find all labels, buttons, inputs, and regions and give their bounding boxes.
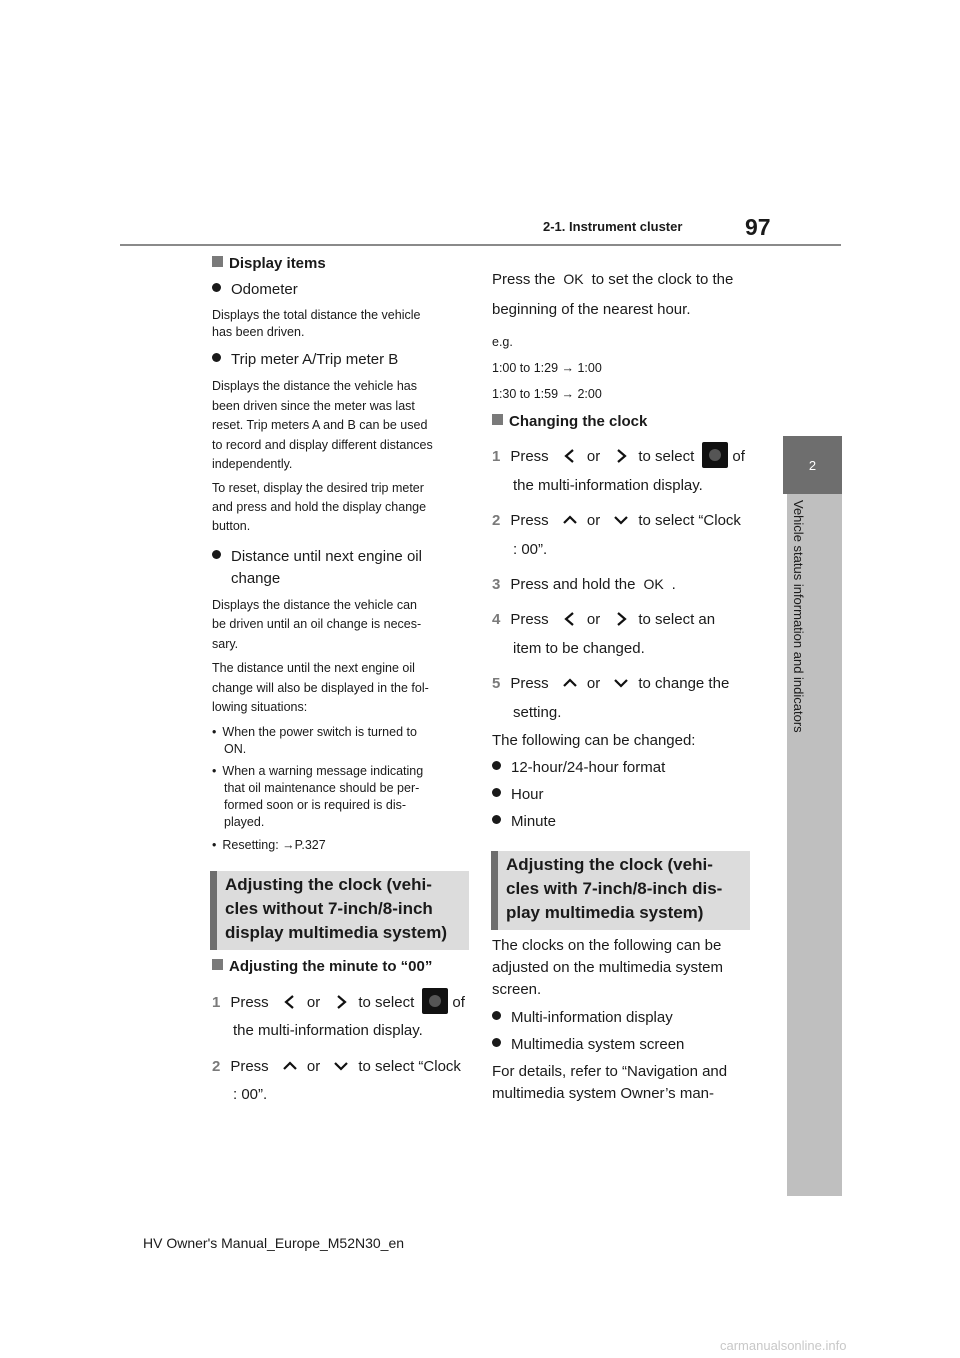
- section-box-with-multimedia: Adjusting the clock (vehi- cles with 7-inch/8-inch dis- play multimedia system): [491, 851, 750, 930]
- display-items-heading: Display items: [212, 255, 474, 272]
- changing-heading: Changing the clock: [492, 413, 772, 430]
- settings-gear-icon: [422, 988, 448, 1014]
- step-2: 2 Press or to select “Clock : 00”.: [212, 1058, 461, 1103]
- list-item: Multi-information display: [492, 1004, 762, 1031]
- up-arrow-icon: [563, 513, 577, 527]
- section-title: 2-1. Instrument cluster: [543, 219, 683, 234]
- step-4: 4 Press or to select an item to be changed.: [492, 611, 716, 657]
- bullet-icon: [492, 1038, 501, 1047]
- changeable-intro: The following can be changed:: [492, 732, 696, 749]
- bullet-icon: [492, 788, 501, 797]
- header-divider: [120, 244, 841, 246]
- step-1: 1 Press or to select of the multi-information display.: [492, 442, 772, 500]
- right-arrow-icon: [614, 449, 628, 463]
- left-column: [212, 255, 474, 854]
- bullet-icon: [492, 815, 501, 824]
- right-arrow-icon: [614, 612, 628, 626]
- example-block: e.g. 1:00 to 1:29 → 1:00 1:30 to 1:59 → 2:00: [492, 335, 602, 401]
- list-item: Minute: [492, 808, 772, 835]
- step-2: 2 Press or to select “Clock : 00”.: [492, 512, 741, 558]
- left-column-lower: [212, 958, 474, 1109]
- situation-list: [212, 724, 474, 854]
- bullet-icon: [212, 353, 221, 362]
- bullet-icon: [212, 550, 221, 559]
- trip-description: Displays the distance the vehicle has been driven since the meter was last reset. Trip meters A and B can be used to record and display different distances independently.: [212, 379, 433, 471]
- right-arrow-icon: [334, 995, 348, 1009]
- square-bullet-icon: [492, 414, 503, 425]
- chapter-tab: [783, 436, 842, 494]
- ok-button-icon: OK: [563, 271, 584, 287]
- odometer-description: Displays the total distance the vehicle has been driven.: [212, 308, 421, 339]
- bullet-icon: [212, 283, 221, 292]
- bullet-icon: [492, 761, 501, 770]
- oil-description: Displays the distance the vehicle can be driven until an oil change is neces- sary.: [212, 597, 422, 651]
- trip-reset-description: To reset, display the desired trip meter and press and hold the display change button.: [212, 480, 427, 533]
- oil-next-description: The distance until the next engine oil change will also be displayed in the fol- lowing situations:: [212, 661, 429, 714]
- bullet-icon: [492, 1011, 501, 1020]
- down-arrow-icon: [334, 1059, 348, 1073]
- down-arrow-icon: [614, 513, 628, 527]
- right-column-lower: [492, 935, 762, 1105]
- left-arrow-icon: [283, 995, 297, 1009]
- press-ok-paragraph: Press the OK to set the clock to the beginning of the nearest hour.: [492, 271, 734, 318]
- list-item: Trip meter A/Trip meter B: [212, 351, 474, 368]
- up-arrow-icon: [563, 676, 577, 690]
- step-5: 5 Press or to change the setting.: [492, 675, 730, 721]
- list-item: Distance until next engine oil change: [212, 546, 474, 590]
- page-number: 97: [745, 214, 771, 240]
- left-arrow-icon: [563, 612, 577, 626]
- step-3: 3 Press and hold the OK .: [492, 576, 676, 593]
- multimedia-paragraph: The clocks on the following can be adjusted on the multimedia system screen.: [492, 937, 723, 998]
- chapter-number: 2: [808, 458, 817, 473]
- minute-heading: Adjusting the minute to “00”: [212, 958, 474, 975]
- section-box-no-multimedia: Adjusting the clock (vehi- cles without 7-inch/8-inch display multimedia system): [210, 871, 469, 950]
- list-item: • Resetting: →P.327: [212, 837, 326, 852]
- watermark: carmanualsonline.info: [720, 1338, 847, 1353]
- square-bullet-icon: [212, 256, 223, 267]
- chapter-side-label: Vehicle status information and indicators: [791, 500, 806, 733]
- list-item: Hour: [492, 781, 772, 808]
- right-column: [492, 264, 772, 835]
- ok-button-icon: OK: [643, 576, 664, 592]
- down-arrow-icon: [614, 676, 628, 690]
- step-1: 1 Press or to select of the multi-information display.: [212, 988, 474, 1045]
- square-bullet-icon: [212, 959, 223, 970]
- left-arrow-icon: [563, 449, 577, 463]
- settings-gear-icon: [702, 442, 728, 468]
- list-item: Multimedia system screen: [492, 1031, 762, 1058]
- details-paragraph: For details, refer to “Navigation and multimedia system Owner’s man-: [492, 1063, 728, 1102]
- up-arrow-icon: [283, 1059, 297, 1073]
- list-item: • When the power switch is turned to ON.: [212, 724, 417, 756]
- footer-text: HV Owner's Manual_Europe_M52N30_en: [143, 1235, 405, 1251]
- list-item: • When a warning message indicating that oil maintenance should be per- formed soon or is required is dis- played.: [212, 763, 424, 829]
- list-item: Odometer: [212, 281, 474, 298]
- list-item: 12-hour/24-hour format: [492, 754, 772, 781]
